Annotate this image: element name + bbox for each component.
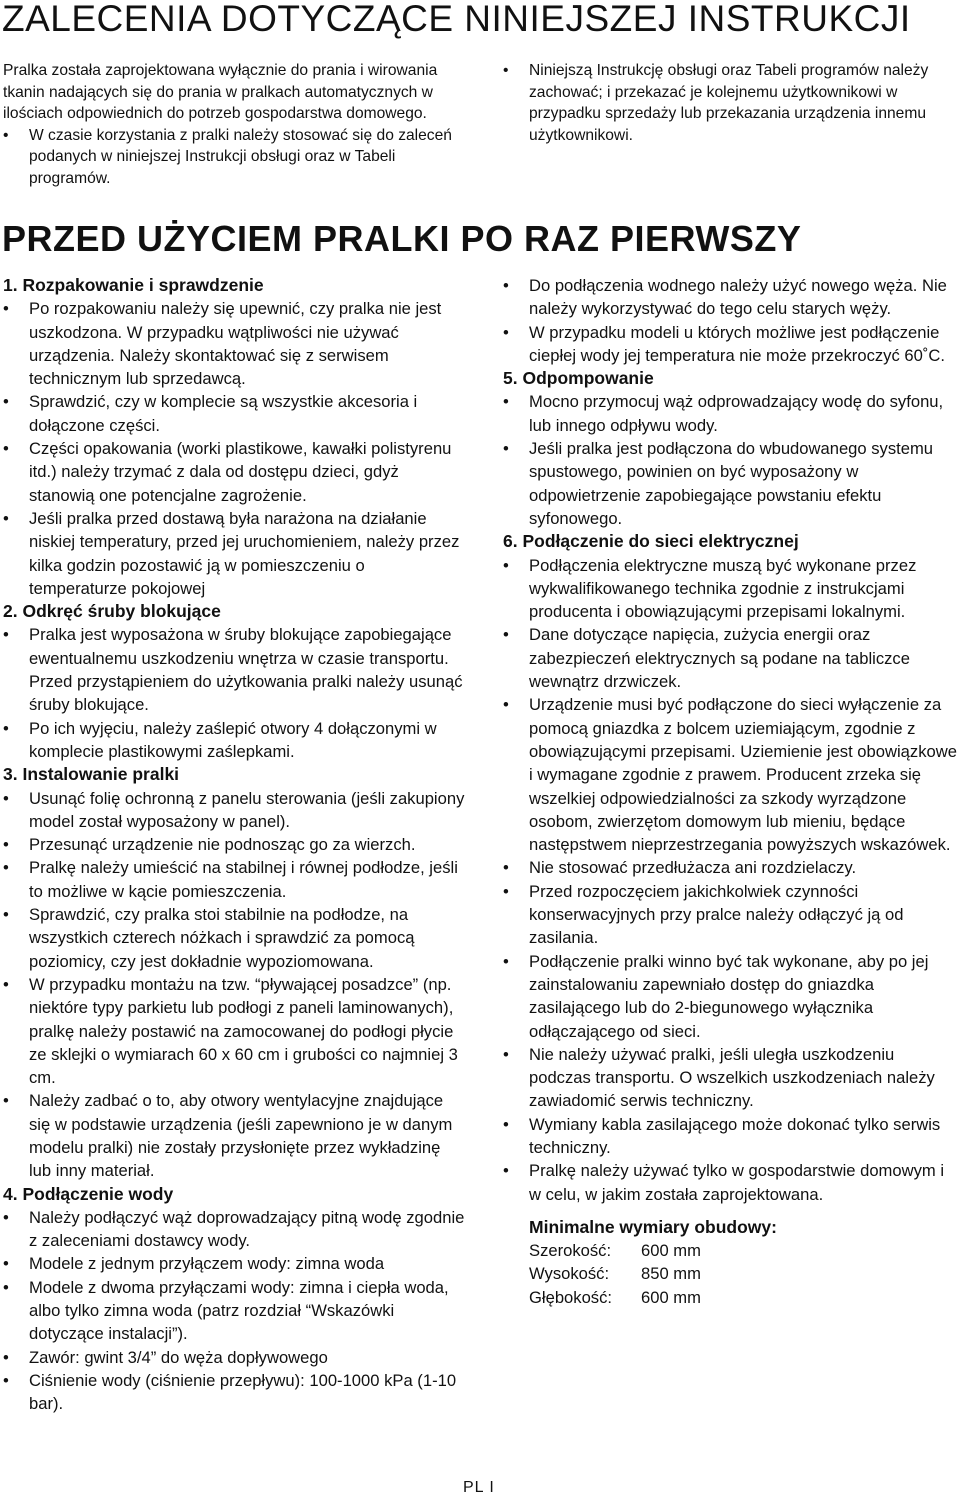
dimension-value: 600 mm — [641, 1287, 701, 1307]
list-item: • Mocno przymocuj wąż odprowadzający wodę do syfonu, lub innego odpływu wody. — [503, 390, 958, 437]
list-item: • Zawór: gwint 3/4” do węża dopływowego — [3, 1346, 467, 1369]
list-item: • Wymiany kabla zasilającego może dokonać tylko serwis techniczny. — [503, 1113, 958, 1160]
page-footer: PL I — [463, 1479, 495, 1496]
section-heading: 2. Odkręć śruby blokujące — [3, 601, 221, 622]
left-column — [3, 274, 467, 1416]
list-item: • Podłączenia elektryczne muszą być wykonane przez wykwalifikowanego technika zgodnie z instrukcjami producenta i obowiązującymi przepisami lokalnymi. — [503, 554, 958, 624]
list-item: • Przed rozpoczęciem jakichkolwiek czynności konserwacyjnych przy pralce należy odłączyć ją od zasilania. — [503, 880, 958, 950]
section-title: PRZED UŻYCIEM PRALKI PO RAZ PIERWSZY — [2, 218, 802, 259]
section-heading: 4. Podłączenie wody — [3, 1183, 174, 1204]
section-heading: 6. Podłączenie do sieci elektrycznej — [503, 531, 799, 552]
list-item: • Nie stosować przedłużacza ani rozdzielaczy. — [503, 856, 958, 879]
list-item: • Sprawdzić, czy pralka stoi stabilnie na podłodze, na wszystkich czterech nóżkach i sprawdzić za pomocą poziomicy, czy jest dokładnie wypoziomowana. — [3, 903, 467, 973]
list-item: • Należy zadbać o to, aby otwory wentylacyjne znajdujące się w podstawie urządzenia (jeśli zapewniono je w danym modelu pralki) nie zostały przysłonięte przez wykładzinę lub inny materiał. — [3, 1089, 467, 1182]
list-item: • Urządzenie musi być podłączone do sieci wyłączenie za pomocą gniazdka z bolcem uziemiającym, zgodnie z obowiązującymi przepisami. Uziemienie jest obowiązkowe i wymagane zgodnie z prawem. Producent zrzeka się wszelkiej odpowiedzialności za szkody wyrządzone osobom, zwierzętom domowym lub mieniu, będące następstwem nieprzestrzegania powyższych wskazówek. — [503, 693, 958, 856]
list-item: • Części opakowania (worki plastikowe, kawałki polistyrenu itd.) należy trzymać z dala od dostępu dzieci, gdyż stanowią one potencjalne zagrożenie. — [3, 437, 467, 507]
list-item: • Podłączenie pralki winno być tak wykonane, aby po jej zainstalowaniu zapewniało dostęp do gniazdka zasilającego lub do 2-biegunowego wyłącznika odłączającego od sieci. — [503, 950, 958, 1043]
intro-left — [3, 60, 453, 190]
section-heading: 1. Rozpakowanie i sprawdzenie — [3, 275, 264, 295]
list-item: • Sprawdzić, czy w komplecie są wszystkie akcesoria i dołączone części. — [3, 390, 467, 437]
list-item: • Pralka jest wyposażona w śruby blokujące zapobiegające ewentualnemu uszkodzeniu wnętrza w czasie transportu. Przed przystąpieniem do użytkowania pralki należy usunąć śruby blokujące. — [3, 623, 467, 716]
list-item: • Do podłączenia wodnego należy użyć nowego węża. Nie należy wykorzystywać do tego celu starych węży. — [503, 274, 958, 321]
dimension-label: Głębokość: — [529, 1287, 613, 1307]
list-item: • Usunąć folię ochronną z panelu sterowania (jeśli zakupiony model został wyposażony w panel). — [3, 787, 467, 834]
dimension-value: 600 mm — [641, 1241, 701, 1261]
intro-bullet: • W czasie korzystania z pralki należy stosować się do zaleceń podanych w niniejszej Instrukcji obsługi oraz w Tabeli programów. — [3, 125, 453, 190]
list-item: • Jeśli pralka jest podłączona do wbudowanego systemu spustowego, powinien on być wyposażony w odpowietrzenie zapobiegające powstaniu efektu syfonowego. — [503, 437, 958, 530]
page-title: ZALECENIA DOTYCZĄCE NINIEJSZEJ INSTRUKCJI — [2, 0, 911, 39]
list-item: • Ciśnienie wody (ciśnienie przepływu): 100-1000 kPa (1-10 bar). — [3, 1369, 467, 1416]
list-item: • Jeśli pralka przed dostawą była narażona na działanie niskiej temperatury, przed jej uruchomieniem, należy przez kilka godzin pozostawić ją w pomieszczeniu o temperaturze pokojowej — [3, 507, 467, 600]
list-item: • Przesunąć urządzenie nie podnosząc go za wierzch. — [3, 833, 467, 856]
list-item: • W przypadku montażu na tzw. “pływającej posadzce” (np. niektóre typy parkietu lub podłogi z paneli laminowanych), pralkę należy postawić na zamocowanej do podłogi płycie ze sklejki o wymiarach 60 x 60 cm i grubości co najmniej 3 cm. — [3, 973, 467, 1089]
dimension-row — [529, 1239, 958, 1262]
section-heading: 3. Instalowanie pralki — [3, 764, 180, 785]
list-item: • Po rozpakowaniu należy się upewnić, czy pralka nie jest uszkodzona. W przypadku wątpliwości nie używać urządzenia. Należy skontaktować się z serwisem technicznym lub sprzedawcą. — [3, 297, 467, 390]
dimension-value: 850 mm — [641, 1264, 701, 1284]
dimensions-block — [503, 1216, 958, 1309]
dimensions-title: Minimalne wymiary obudowy: — [529, 1216, 777, 1237]
dimension-label: Szerokość: — [529, 1241, 612, 1261]
list-item: • Pralkę należy umieścić na stabilnej i równej podłodze, jeśli to możliwe w kącie pomieszczenia. — [3, 856, 467, 903]
list-item: • Nie należy używać pralki, jeśli uległa uszkodzeniu podczas transportu. O wszelkich uszkodzeniach należy zawiadomić serwis techniczny. — [503, 1043, 958, 1113]
list-item: • Modele z dwoma przyłączami wody: zimna i ciepła woda, albo tylko zimna woda (patrz rozdział “Wskazówki dotyczące instalacji”). — [3, 1276, 467, 1346]
list-item: • Modele z jednym przyłączem wody: zimna woda — [3, 1252, 467, 1275]
dimension-label: Wysokość: — [529, 1264, 610, 1284]
dimension-row — [529, 1286, 958, 1309]
intro-bullet: • Niniejszą Instrukcję obsługi oraz Tabeli programów należy zachować; i przekazać je kolejnemu użytkownikowi w przypadku sprzedaży lub przekazania urządzenia innemu użytkownikowi. — [503, 60, 953, 146]
list-item: • Należy podłączyć wąż doprowadzający pitną wodę zgodnie z zaleceniami dostawcy wody. — [3, 1206, 467, 1253]
list-item: • Po ich wyjęciu, należy zaślepić otwory 4 dołączonymi w komplecie plastikowymi zaślepkami. — [3, 717, 467, 764]
list-item: • Dane dotyczące napięcia, zużycia energii oraz zabezpieczeń elektrycznych są podane na tabliczce wewnątrz drzwiczek. — [503, 623, 958, 693]
right-column — [503, 274, 958, 1309]
intro-text: Pralka została zaprojektowana wyłącznie do prania i wirowania tkanin nadających się do prania w pralkach automatycznych w ilościach odpowiednich do potrzeb gospodarstwa domowego. — [3, 62, 438, 123]
dimension-row — [529, 1262, 958, 1285]
intro-right — [503, 60, 953, 146]
section-heading: 5. Odpompowanie — [503, 368, 654, 389]
list-item: • Pralkę należy używać tylko w gospodarstwie domowym i w celu, w jakim została zaprojektowana. — [503, 1159, 958, 1206]
list-item: • W przypadku modeli u których możliwe jest podłączenie ciepłej wody jej temperatura nie może przekroczyć 60˚C. — [503, 321, 958, 368]
